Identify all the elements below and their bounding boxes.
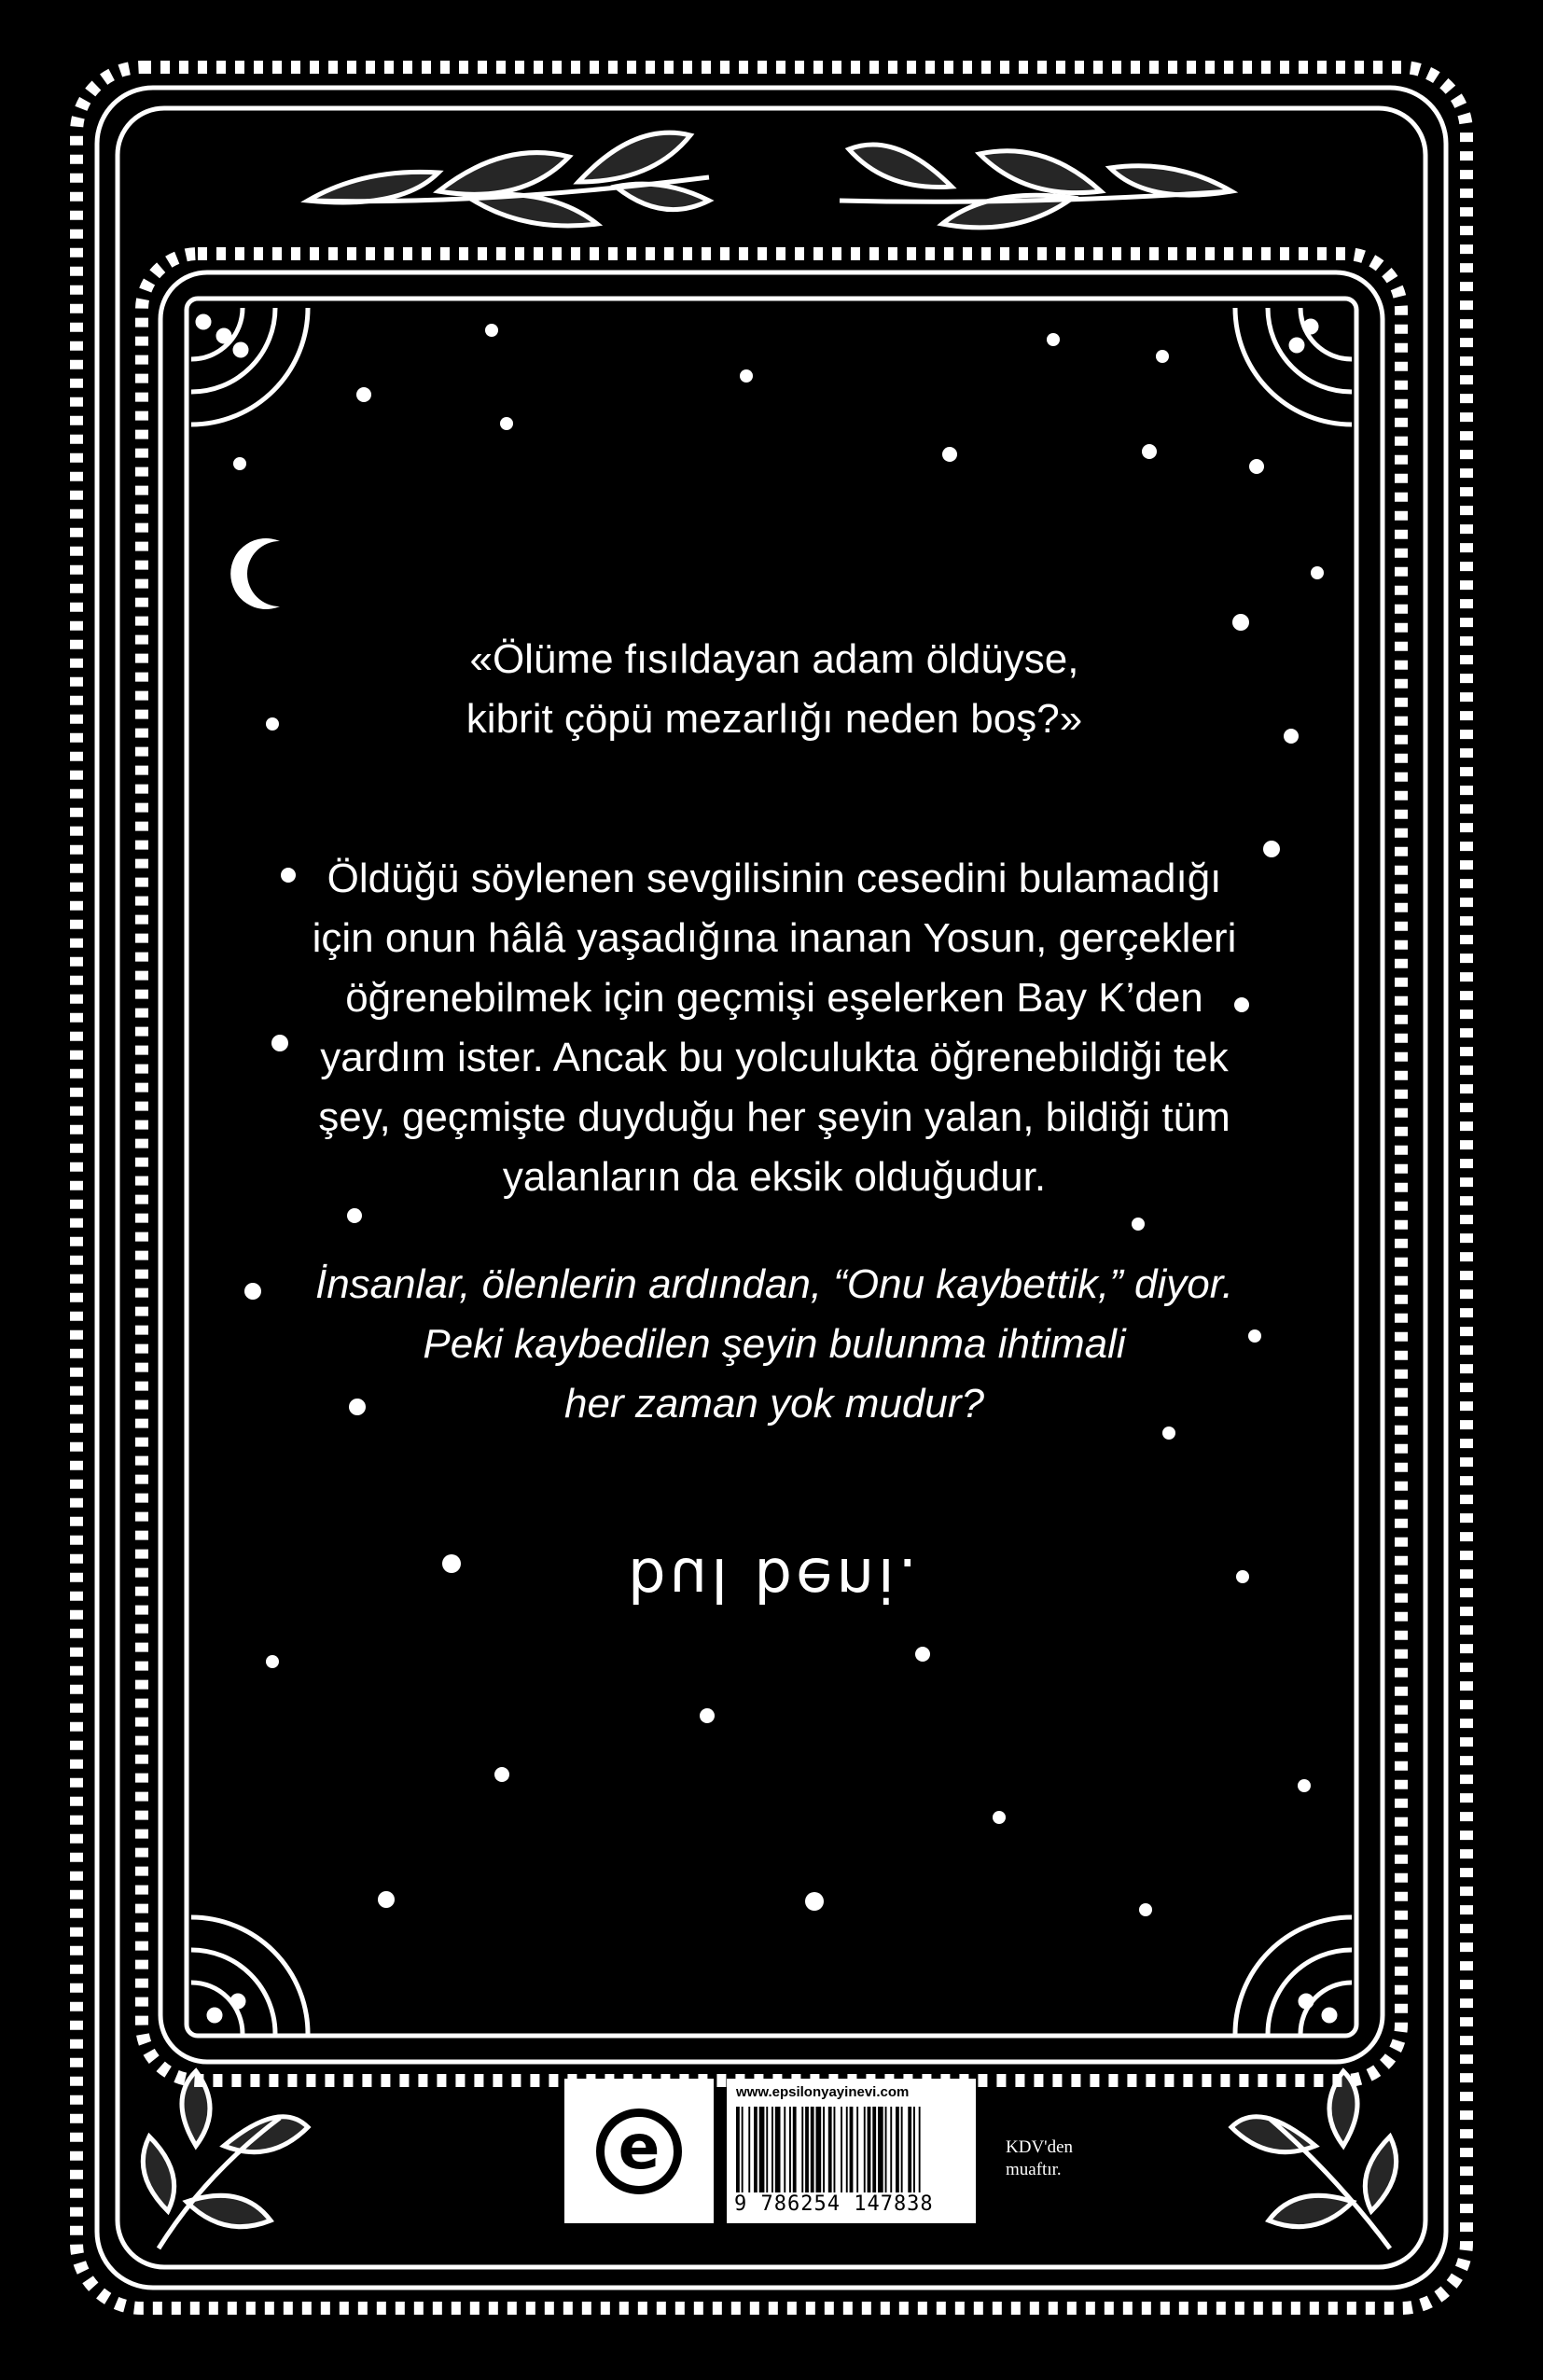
italic-paragraph (280, 1255, 1269, 1434)
italic-line: İnsanlar, ölenlerin ardından, “Onu kaybettik,” diyor. (314, 1261, 1233, 1307)
italic-line: Peki kaybedilen şeyin bulunma ihtimali (423, 1321, 1126, 1367)
isbn-number: 9 786254 147838 (734, 2192, 968, 2216)
corner-ornament-top-left (191, 308, 308, 425)
quote-line-2: kibrit çöpü mezarlığı neden boş?» (466, 696, 1083, 742)
italic-line: her zaman yok mudur? (564, 1381, 984, 1427)
barcode-box (727, 2079, 976, 2223)
blurb-line: yalanların da eksik olduğudur. (502, 1154, 1047, 1200)
quote-line-1: «Ölüme fısıldayan adam öldüyse, (469, 636, 1079, 682)
tax-note-line-1: KDV'den (1006, 2137, 1074, 2157)
publisher-logo: e (596, 2109, 682, 2194)
corner-ornament-bottom-left (191, 1917, 308, 2034)
publisher-website: www.epsilonyayinevi.com (736, 2084, 910, 2100)
tax-note (1006, 2136, 1073, 2181)
leaf-sprig-bottom-left (143, 2071, 308, 2248)
blurb-paragraph (280, 849, 1269, 1207)
leaf-sprig-top-left (308, 132, 709, 226)
leaf-sprig-bottom-right (1231, 2071, 1397, 2248)
corner-ornament-top-right (1235, 308, 1352, 425)
blurb-line: şey, geçmişte duyduğu her şeyin yalan, bildiği tüm (318, 1094, 1230, 1140)
corner-ornament-bottom-right (1235, 1917, 1352, 2034)
crescent-moon-left (230, 538, 280, 609)
quote (308, 630, 1241, 749)
blurb-line: için onun hâlâ yaşadığına inanan Yosun, gerçekleri (312, 915, 1237, 961)
blurb-line: yardım ister. Ancak bu yolculukta öğrenebildiği tek (320, 1035, 1229, 1080)
blurb-line: Öldüğü söylenen sevgilisinin cesedini bulamadığı (327, 856, 1222, 901)
title-mark: bul beni. (628, 1544, 921, 1613)
barcode-bars (736, 2107, 966, 2198)
leaf-sprig-top-right (840, 145, 1231, 228)
tax-note-line-2: muaftır. (1006, 2160, 1062, 2179)
publisher-logo-box (564, 2079, 714, 2223)
blurb-line: öğrenebilmek için geçmişi eşelerken Bay K’den (345, 975, 1203, 1021)
